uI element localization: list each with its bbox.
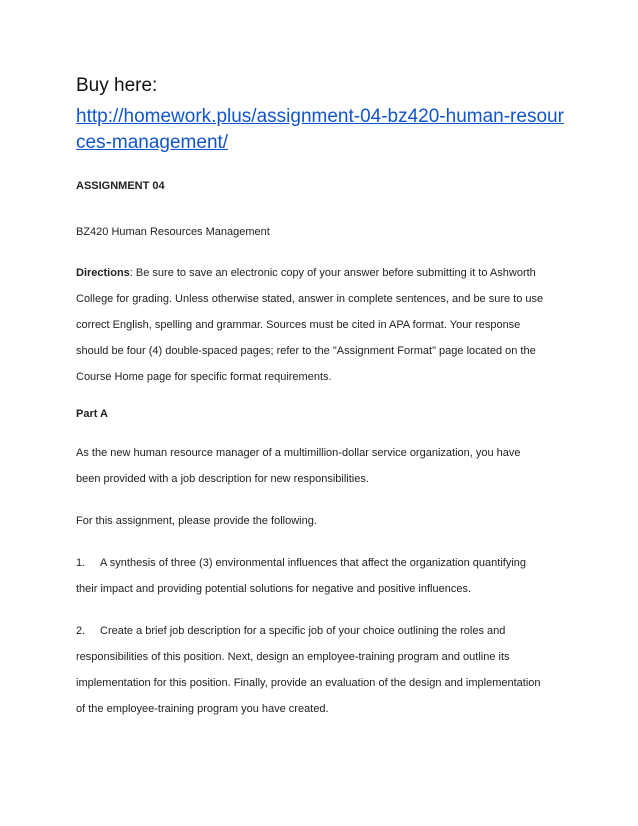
list-item-1-line-1: A synthesis of three (3) environmental influences that affect the organization quantifying (100, 557, 526, 569)
directions-line-1-text: : Be sure to save an electronic copy of your answer before submitting it to Ashworth (129, 267, 536, 279)
list-item-2-line-2: responsibilities of this position. Next, design an employee-training program and outline its (76, 651, 510, 663)
list-item-1-number: 1. (76, 557, 86, 569)
directions-line-1 (76, 260, 543, 286)
list-item-2 (76, 618, 541, 722)
instruction-text: For this assignment, please provide the following. (76, 515, 317, 527)
intro-line-2: been provided with a job description for new responsibilities. (76, 473, 369, 485)
list-item-2-line-3: implementation for this position. Finally, provide an evaluation of the design and implementation (76, 677, 541, 689)
intro-line-1: As the new human resource manager of a multimillion-dollar service organization, you have (76, 447, 521, 459)
list-item-1-line-2: their impact and providing potential solutions for negative and positive influences. (76, 583, 472, 595)
list-item-2-line-1: Create a brief job description for a specific job of your choice outlining the roles and (100, 625, 506, 637)
assignment-heading: ASSIGNMENT 04 (76, 180, 165, 192)
part-a-heading: Part A (76, 408, 108, 420)
purchase-link-line-2: ces-management/ (76, 132, 229, 153)
list-item-2-number: 2. (76, 625, 86, 637)
course-title-text: BZ420 Human Resources Management (76, 226, 270, 238)
directions-line-4: should be four (4) double-spaced pages; refer to the "Assignment Format" page located on the (76, 345, 536, 357)
directions-line-2: College for grading. Unless otherwise stated, answer in complete sentences, and be sure to use (76, 293, 544, 305)
directions-line-5: Course Home page for specific format requirements. (76, 371, 332, 383)
list-item-2-line-4: of the employee-training program you have created. (76, 703, 329, 715)
instruction-paragraph (76, 508, 317, 534)
buy-here-label: Buy here: (76, 75, 158, 96)
purchase-link-line-1: http://homework.plus/assignment-04-bz420-human-resour (76, 106, 564, 127)
directions-line-3: correct English, spelling and grammar. Sources must be cited in APA format. Your response (76, 319, 521, 331)
intro-paragraph (76, 440, 521, 492)
course-title (76, 219, 270, 245)
directions-label: Directions (76, 267, 130, 279)
purchase-link[interactable] (76, 104, 576, 156)
directions-paragraph (76, 260, 543, 390)
list-item-1 (76, 550, 526, 602)
